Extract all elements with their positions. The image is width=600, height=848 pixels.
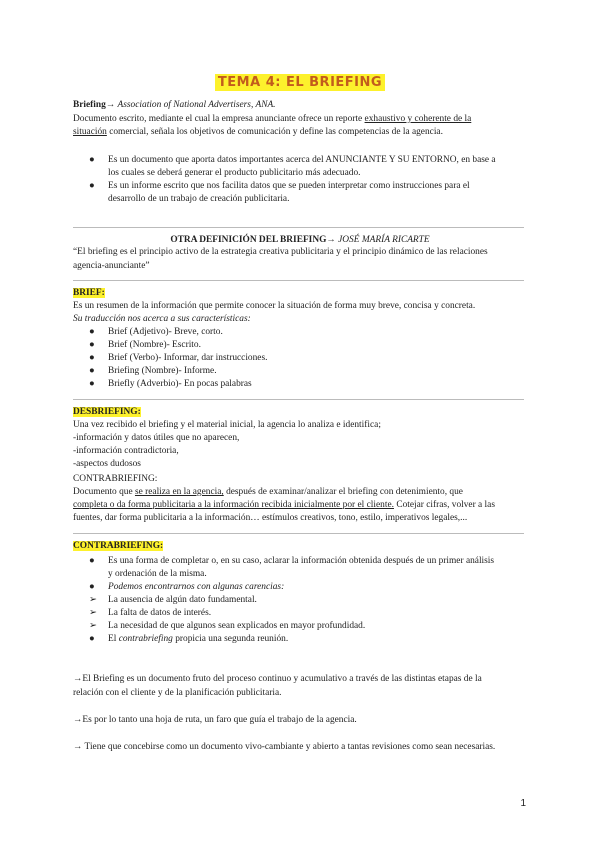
text — [108, 633, 288, 646]
desbriefing-heading — [73, 406, 529, 419]
author-text: JOSÉ MARÍA RICARTE — [338, 235, 430, 245]
arrow-icon: → — [105, 100, 116, 110]
briefing-label: Briefing — [73, 100, 106, 110]
bullet-icon: ● — [89, 327, 95, 337]
closing-line: →El Briefing es un documento fruto del proceso continuo y acumulativo a través de las distintas etapas de la — [73, 674, 482, 684]
text: Brief (Nombre)- Escrito. — [108, 340, 201, 350]
contrabriefing-line-1 — [73, 486, 529, 499]
intro-line-1 — [73, 113, 529, 126]
briefing-source-line — [73, 99, 529, 112]
text: Documento que — [73, 487, 135, 497]
desbriefing-line: -aspectos dudosos — [73, 459, 141, 469]
text: desarrollo de un trabajo de creación publicitaria. — [108, 194, 290, 204]
text: los cuales se deberá generar el producto publicitario más adecuado. — [108, 168, 361, 178]
text: Su traducción nos acerca a sus características: — [73, 314, 251, 324]
text: y ordenación de la misma. — [108, 569, 207, 579]
desbriefing-line: Una vez recibido el briefing y el material inicial, la agencia lo analiza e identifica; — [73, 420, 381, 430]
text: Brief (Verbo)- Informar, dar instrucciones. — [108, 353, 268, 363]
quote-line-2: agencia-anunciante” — [73, 261, 150, 271]
desbriefing-line: -información y datos útiles que no aparecen, — [73, 433, 240, 443]
text: Briefly (Adverbio)- En pocas palabras — [108, 379, 252, 389]
bullet-icon: ● — [89, 366, 95, 376]
text: La ausencia de algún dato fundamental. — [108, 595, 257, 605]
divider — [73, 227, 524, 228]
text: después de examinar/analizar el briefing con detenimiento, que — [223, 487, 463, 497]
text: Brief (Adjetivo)- Breve, corto. — [108, 327, 223, 337]
bullet-icon: ● — [89, 181, 95, 191]
arrow-bullet-icon: ➢ — [89, 608, 97, 618]
heading-text: BRIEF: — [73, 288, 105, 298]
heading-text: OTRA DEFINICIÓN DEL BRIEFING — [170, 235, 327, 245]
arrow-icon: → — [326, 235, 336, 245]
quote-line-1: “El briefing es el principio activo de la estrategia creativa publicitaria y el principio dinámico de las relaciones — [73, 247, 488, 257]
title-text: TEMA 4: EL BRIEFING — [215, 74, 385, 91]
text: Briefing (Nombre)- Informe. — [108, 366, 217, 376]
bullet-icon: ● — [89, 155, 95, 165]
closing-line: → Tiene que concebirse como un documento vivo-cambiante y abierto a tantas revisiones como sean necesarias. — [73, 742, 496, 752]
arrow-bullet-icon: ➢ — [89, 621, 97, 631]
brief-translation — [73, 313, 529, 326]
page-title — [0, 76, 600, 91]
underlined-text: exhaustivo y coherente de la — [364, 114, 472, 124]
heading-text: DESBRIEFING: — [73, 407, 141, 417]
text: propicia una segunda reunión. — [172, 634, 289, 644]
brief-heading — [73, 287, 529, 300]
text: Documento escrito, mediante el cual la empresa anunciante ofrece un reporte — [73, 114, 365, 124]
arrow-bullet-icon: ➢ — [89, 595, 97, 605]
divider — [73, 280, 524, 281]
text: comercial, señala los objetivos de comunicación y define las competencias de la agencia. — [106, 127, 443, 137]
italic-text: contrabriefing — [118, 634, 173, 644]
underlined-text: situación — [73, 127, 107, 137]
divider — [73, 399, 524, 400]
underlined-text: completa o da forma publicitaria a la información recibida inicialmente por el cliente. — [73, 500, 394, 510]
text: La necesidad de que algunos sean explicados en mayor profundidad. — [108, 621, 366, 631]
brief-description: Es un resumen de la información que permite conocer la situación de forma muy breve, concisa y concreta. — [73, 301, 476, 311]
bullet-icon: ● — [89, 353, 95, 363]
text: Cotejar cifras, volver a las — [393, 500, 495, 510]
text: Es un informe escrito que nos facilita datos que se pueden interpretar como instrucciones para el — [108, 181, 470, 191]
contrabriefing-heading — [73, 540, 529, 553]
text: El — [108, 634, 119, 644]
divider — [73, 533, 524, 534]
heading-text: CONTRABRIEFING: — [73, 541, 164, 551]
bullet-icon: ● — [89, 582, 95, 592]
bullet-icon: ● — [89, 340, 95, 350]
bullet-icon: ● — [89, 379, 95, 389]
text: Es un documento que aporta datos importantes acerca del ANUNCIANTE Y SU ENTORNO, en base a — [108, 155, 496, 165]
text: La falta de datos de interés. — [108, 608, 212, 618]
text: Podemos encontrarnos con algunas carencias: — [108, 582, 285, 592]
contrabriefing-line-2 — [73, 499, 529, 512]
bullet-icon: ● — [89, 634, 95, 644]
contrabriefing-line-3: fuentes, dar forma publicitaria a la información… estímulos creativos, tono, estilo, imperativos legales,... — [73, 513, 468, 523]
page-number: 1 — [520, 798, 526, 809]
desbriefing-line: -información contradictoria, — [73, 446, 179, 456]
closing-line: relación con el cliente y de la planificación publicitaria. — [73, 688, 282, 698]
contrabriefing-label: CONTRABRIEFING: — [73, 474, 158, 484]
text: Es una forma de completar o, en su caso, aclarar la información obtenida después de un primer análisis — [108, 556, 495, 566]
bullet-icon: ● — [89, 556, 95, 566]
source-text: Association of National Advertisers, ANA. — [117, 100, 276, 110]
underlined-text: se realiza en la agencia, — [134, 487, 224, 497]
intro-line-2 — [73, 126, 529, 139]
closing-line: →Es por lo tanto una hoja de ruta, un faro que guía el trabajo de la agencia. — [73, 715, 357, 725]
